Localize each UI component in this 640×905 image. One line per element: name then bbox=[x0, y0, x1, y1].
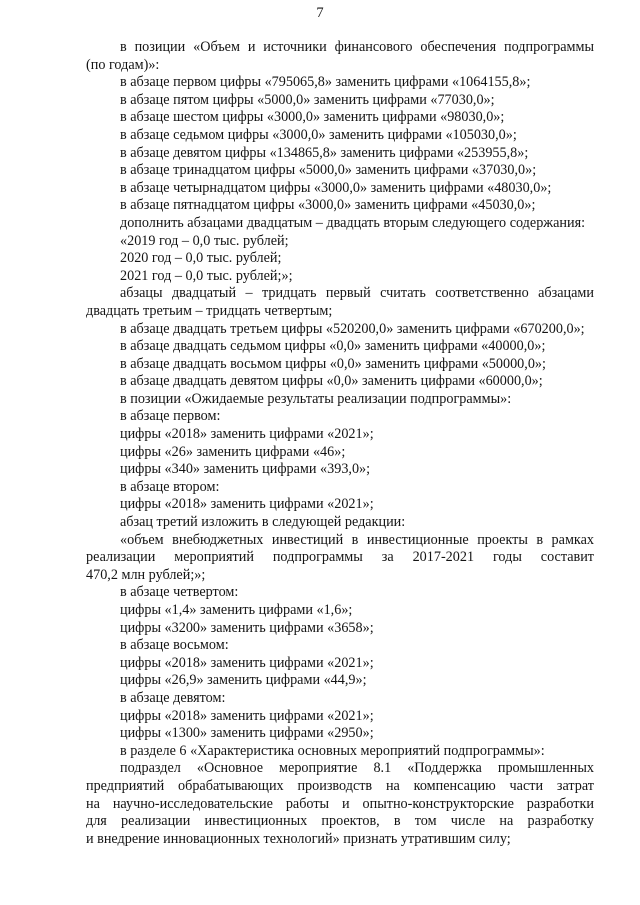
text-line: в абзаце девятом цифры «134865,8» заменить цифрами «253955,8»; bbox=[120, 144, 529, 161]
text-line: абзацы двадцатый – тридцать первый считать соответственно абзацами bbox=[120, 285, 594, 302]
text-line: дополнить абзацами двадцатым – двадцать вторым следующего содержания: bbox=[120, 214, 586, 231]
text-line: в абзаце пятнадцатом цифры «3000,0» заменить цифрами «45030,0»; bbox=[120, 197, 536, 214]
text-line: в абзаце двадцать седьмом цифры «0,0» заменить цифрами «40000,0»; bbox=[120, 338, 546, 355]
text-line: (по годам)»: bbox=[86, 56, 160, 73]
text-line: двадцать третьим – тридцать четвертым; bbox=[86, 302, 333, 319]
text-line: и внедрение инновационных технологий» признать утратившим силу; bbox=[86, 830, 511, 847]
text-line: цифры «2018» заменить цифрами «2021»; bbox=[120, 426, 374, 443]
text-line: 2020 год – 0,0 тыс. рублей; bbox=[120, 250, 282, 267]
text-line: в позиции «Ожидаемые результаты реализации подпрограммы»: bbox=[120, 390, 512, 407]
text-line: в абзаце седьмом цифры «3000,0» заменить цифрами «105030,0»; bbox=[120, 126, 517, 143]
text-line: в абзаце четырнадцатом цифры «3000,0» заменить цифрами «48030,0»; bbox=[120, 179, 552, 196]
text-line: для реализации инвестиционных проектов, в том числе на разработку bbox=[86, 813, 594, 830]
text-line: 2021 год – 0,0 тыс. рублей;»; bbox=[120, 267, 293, 284]
text-line: в абзаце двадцать девятом цифры «0,0» заменить цифрами «60000,0»; bbox=[120, 373, 543, 390]
text-line: в абзаце двадцать восьмом цифры «0,0» заменить цифрами «50000,0»; bbox=[120, 355, 546, 372]
text-line: 470,2 млн рублей;»; bbox=[86, 566, 206, 583]
text-line: в абзаце четвертом: bbox=[120, 584, 239, 601]
text-line: на научно-исследовательские работы и опытно-конструкторские разработки bbox=[86, 795, 594, 812]
page-number: 7 bbox=[316, 5, 324, 21]
text-line: цифры «26,9» заменить цифрами «44,9»; bbox=[120, 672, 367, 689]
text-line: в абзаце восьмом: bbox=[120, 637, 229, 654]
text-line: цифры «1300» заменить цифрами «2950»; bbox=[120, 725, 374, 742]
text-line: в абзаце двадцать третьем цифры «520200,0» заменить цифрами «670200,0»; bbox=[120, 320, 585, 337]
text-line: в позиции «Объем и источники финансового обеспечения подпрограммы bbox=[120, 39, 594, 55]
text-line: в абзаце девятом: bbox=[120, 689, 226, 706]
text-line: в абзаце втором: bbox=[120, 478, 220, 495]
text-line: в абзаце пятом цифры «5000,0» заменить цифрами «77030,0»; bbox=[120, 91, 495, 108]
text-line: цифры «340» заменить цифрами «393,0»; bbox=[120, 461, 371, 478]
text-line: «2019 год – 0,0 тыс. рублей; bbox=[120, 232, 289, 249]
text-line: цифры «2018» заменить цифрами «2021»; bbox=[120, 707, 374, 724]
text-line: в абзаце первом: bbox=[120, 408, 221, 425]
text-line: в абзаце шестом цифры «3000,0» заменить цифрами «98030,0»; bbox=[120, 109, 505, 126]
text-line: реализации мероприятий подпрограммы за 2017-2021 годы составит bbox=[86, 549, 594, 566]
text-line: предприятий обрабатывающих производств на компенсацию части затрат bbox=[86, 777, 594, 794]
text-line: цифры «26» заменить цифрами «46»; bbox=[120, 443, 346, 460]
text-line: цифры «2018» заменить цифрами «2021»; bbox=[120, 496, 374, 513]
text-line: цифры «2018» заменить цифрами «2021»; bbox=[120, 654, 374, 671]
text-line: абзац третий изложить в следующей редакции: bbox=[120, 514, 406, 531]
text-line: в абзаце первом цифры «795065,8» заменить цифрами «1064155,8»; bbox=[120, 74, 531, 91]
text-line: цифры «3200» заменить цифрами «3658»; bbox=[120, 619, 374, 636]
text-line: в разделе 6 «Характеристика основных мероприятий подпрограммы»: bbox=[120, 742, 545, 759]
text-line: цифры «1,4» заменить цифрами «1,6»; bbox=[120, 602, 353, 618]
document-body bbox=[86, 39, 594, 848]
text-line: «объем внебюджетных инвестиций в инвестиционные проекты в рамках bbox=[120, 531, 594, 548]
text-line: подраздел «Основное мероприятие 8.1 «Поддержка промышленных bbox=[120, 760, 594, 777]
text-line: в абзаце тринадцатом цифры «5000,0» заменить цифрами «37030,0»; bbox=[120, 162, 537, 179]
